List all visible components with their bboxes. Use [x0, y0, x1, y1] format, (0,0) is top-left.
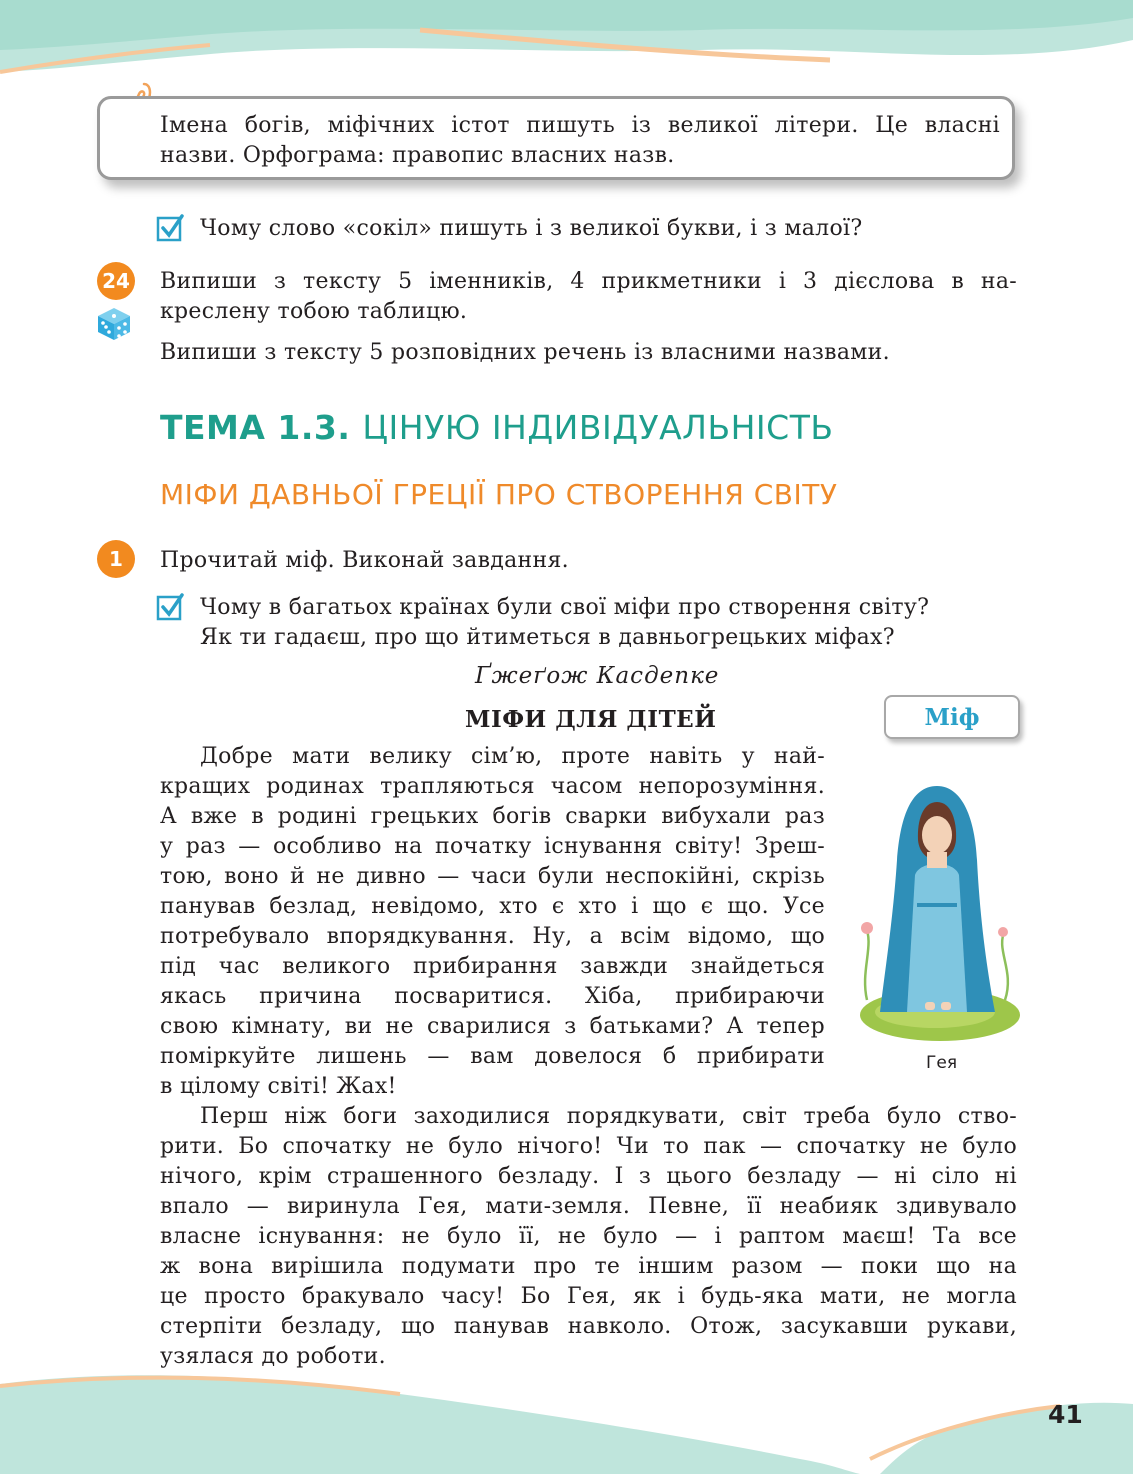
checkbox-icon [156, 214, 184, 242]
rule-line: назви. Орфограма: правопис власних назв. [160, 143, 675, 168]
task-1-text: Прочитай міф. Виконай завдання. [160, 548, 569, 573]
checkbox-icon [156, 593, 184, 621]
task-24-line: креслену тобою таблицю. [160, 299, 468, 324]
text-line: свою кімнату, ви не сварилися з батьками? А тепер [160, 1014, 825, 1039]
section-subtitle: МІФИ ДАВНЬОЇ ГРЕЦІЇ ПРО СТВОРЕННЯ СВІТУ [160, 478, 838, 511]
text-line: Перш ніж боги заходилися порядкувати, світ треба було ство- [200, 1104, 1017, 1129]
task-number-badge: 1 [97, 540, 135, 578]
text-line: у раз — особливо на початку існування світу! Зреш- [160, 834, 825, 859]
rule-line: Імена богів, міфічних істот пишуть із великої літери. Це власні [160, 113, 1000, 138]
top-wave-decoration [0, 0, 1133, 90]
rule-text [160, 111, 1000, 171]
text-line: якась причина посваритися. Хіба, прибираючи [160, 984, 825, 1009]
text-line: під час великого прибирання завжди знайдеться [160, 954, 825, 979]
page-number: 41 [1048, 1400, 1083, 1429]
theme-title: ЦІНУЮ ІНДИВІДУАЛЬНІСТЬ [362, 408, 834, 447]
theme-label: ТЕМА 1.3. [160, 408, 351, 447]
text-line: нічого, крім страшенного безладу. І з цього безладу — ні сіло ні [160, 1164, 1017, 1189]
text-line: в цілому світі! Жах! [160, 1074, 397, 1099]
text-line: ж вона вирішила подумати про те іншим разом — поки що на [160, 1254, 1017, 1279]
dice-icon [96, 306, 132, 342]
task-24-extra: Випиши з тексту 5 розповідних речень із власними назвами. [160, 340, 890, 365]
task-24-line: Випиши з тексту 5 іменників, 4 прикметники і 3 дієслова в на- [160, 269, 1017, 294]
text-line: рити. Бо спочатку не було нічого! Чи то пак — спочатку не було [160, 1134, 1017, 1159]
text-line: кращих родинах трапляються часом непорозуміння. [160, 774, 825, 799]
text-line: А вже в родині грецьких богів сварки вибухали раз [160, 804, 825, 829]
bottom-wave-decoration [0, 1364, 1133, 1474]
text-line: узялася до роботи. [160, 1344, 386, 1369]
question-sokil: Чому слово «сокіл» пишуть і з великої букви, і з малої? [200, 216, 863, 241]
text-line: Добре мати велику сім’ю, проте навіть у най- [200, 744, 825, 769]
theme-heading [160, 408, 834, 447]
text-line: власне існування: не було її, не було — і раптом маєш! Та все [160, 1224, 1017, 1249]
task-number-badge: 24 [97, 262, 135, 300]
story-author: Ґжеґож Касдепке [475, 663, 720, 689]
story-title: МІФИ ДЛЯ ДІТЕЙ [465, 706, 717, 733]
text-line: потребувало впорядкування. Ну, а всім відомо, що [160, 924, 825, 949]
text-line: поміркуйте лишень — вам довелося б прибирати [160, 1044, 825, 1069]
text-line: впало — виринула Гея, мати-земля. Певне, її неабияк здивувало [160, 1194, 1017, 1219]
illustration-caption: Гея [926, 1053, 958, 1073]
gaia-illustration [855, 780, 1020, 1045]
text-line: це просто бракувало часу! Бо Гея, як і будь-яка мати, не могла [160, 1284, 1017, 1309]
text-line: панував безлад, невідомо, хто є хто і що є що. Усе [160, 894, 825, 919]
question-myths-line: Чому в багатьох країнах були свої міфи про створення світу? [200, 595, 930, 620]
text-line: тою, воно й не дивно — часи були неспокійні, скрізь [160, 864, 825, 889]
genre-tag: Міф [884, 695, 1020, 739]
question-myths-line: Як ти гадаєш, про що йтиметься в давньогрецьких міфах? [200, 625, 895, 650]
text-line: стерпіти безладу, що панував навколо. Отож, засукавши рукави, [160, 1314, 1017, 1339]
rule-box [97, 96, 1015, 180]
